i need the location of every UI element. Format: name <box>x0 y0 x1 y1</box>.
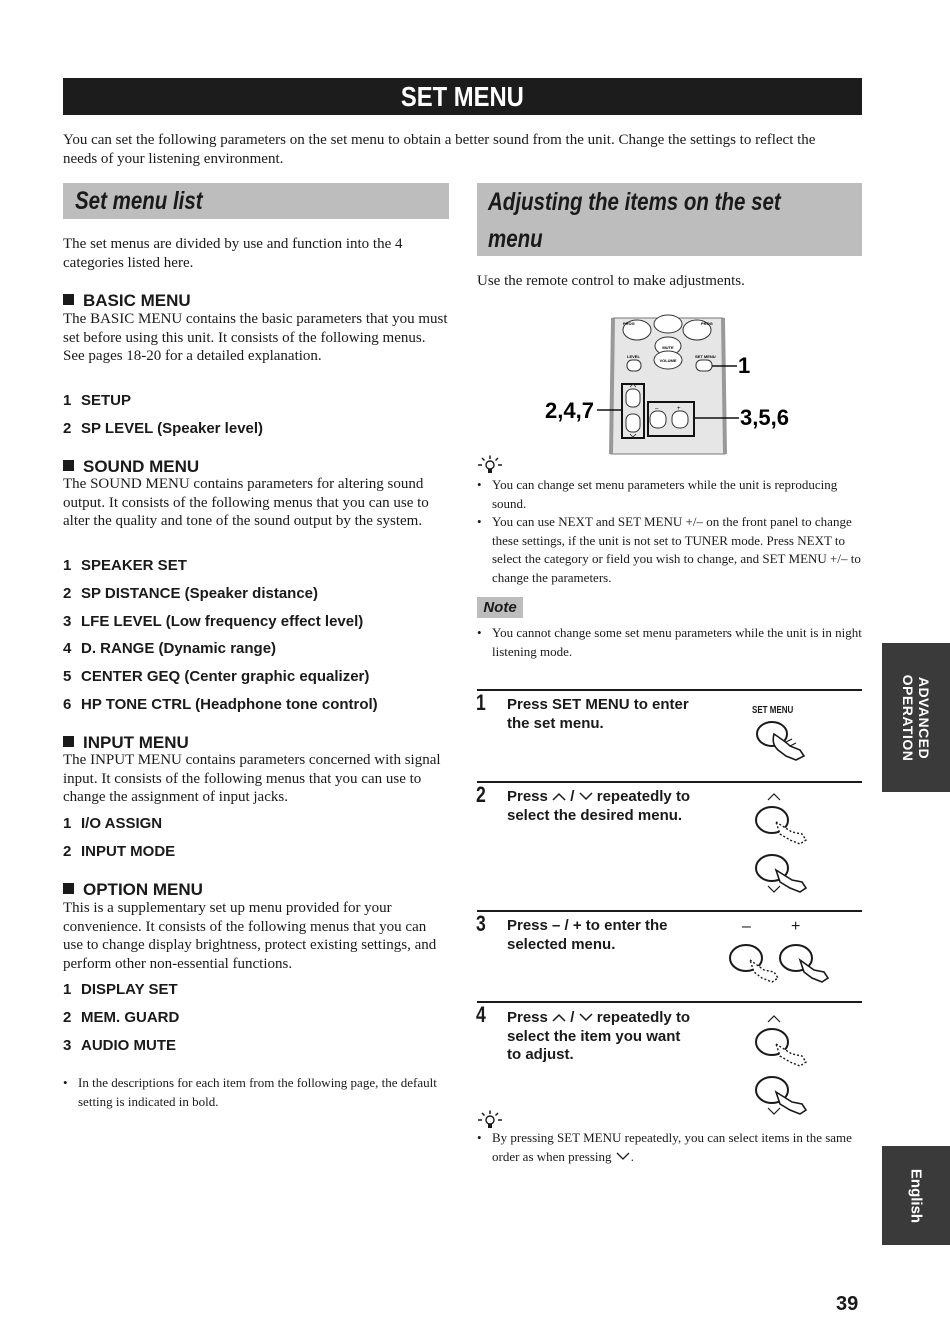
basic-menu-description: The BASIC MENU contains the basic parameters that you must set before using this unit. It consists of the following menus. See pages 18-20 for a detailed explanation. <box>63 311 448 364</box>
menu-item: 5 CENTER GEQ (Center graphic equalizer) <box>63 668 370 685</box>
left-intro: The set menus are divided by use and function into the 4 categories listed here. <box>63 236 403 271</box>
minus-plus-buttons-hand-icon <box>728 938 834 988</box>
svg-text:–: – <box>655 406 659 412</box>
option-menu-description: This is a supplementary set up menu provided for your convenience. It consists of the following menus that you can use to change display brightness, protect existing settings, and perform other non-essential functions. <box>63 900 437 972</box>
menu-item: 1 SPEAKER SET <box>63 557 187 574</box>
side-tab-english: English <box>882 1146 950 1245</box>
tip-item-bottom: • By pressing SET MENU repeatedly, you can select items in the same order as when pressing . <box>477 1129 862 1166</box>
input-menu-description: The INPUT MENU contains parameters concerned with signal input. It consists of the following menus that you can use to change the assignment of input jacks. <box>63 752 441 805</box>
step-number: 1 <box>476 690 486 715</box>
step-2-text: Press / repeatedly to select the desired menu. <box>507 788 691 824</box>
menu-item: 1 SETUP <box>63 392 132 409</box>
menu-item: 2 INPUT MODE <box>63 843 176 860</box>
page-title-banner <box>63 78 862 115</box>
menu-item: 3 AUDIO MUTE <box>63 1037 176 1054</box>
bullet-square-icon <box>63 736 74 747</box>
down-arrow-icon <box>579 1013 593 1022</box>
step-number: 4 <box>476 1002 486 1027</box>
page-number: 39 <box>836 1293 859 1315</box>
step-divider <box>477 910 862 912</box>
category-basic-menu: BASIC MENU <box>63 291 191 311</box>
sound-menu-description: The SOUND MENU contains parameters for altering sound output. It consists of the following menus that you can use to alter the quality and tone of the sound output by the system. <box>63 476 429 529</box>
page-title: SET MENU <box>401 81 524 112</box>
step-number: 3 <box>476 911 486 936</box>
category-input-menu: INPUT MENU <box>63 733 189 753</box>
setmenu-remote-label: SET MENU <box>695 354 716 359</box>
tip-item: • You can use NEXT and SET MENU +/– on the front panel to change these settings, if the unit is not set to TUNER mode. Press NEXT to select the category or field you wish to change, and SET MENU +/– to change the parameters. <box>477 513 862 587</box>
step-number: 2 <box>476 782 486 807</box>
category-option-menu: OPTION MENU <box>63 880 203 900</box>
menu-item: 1 I/O ASSIGN <box>63 815 163 832</box>
bullet-square-icon <box>63 294 74 305</box>
step-divider <box>477 1001 862 1003</box>
menu-item: 6 HP TONE CTRL (Headphone tone control) <box>63 696 378 713</box>
up-arrow-icon <box>552 1013 566 1022</box>
set-menu-button-label: SET MENU <box>752 705 794 716</box>
prog-label-right: PROG <box>701 321 713 326</box>
step-divider <box>477 781 862 783</box>
svg-text:+: + <box>677 406 681 412</box>
up-down-buttons-hand-icon <box>752 790 814 900</box>
menu-item: 1 DISPLAY SET <box>63 981 178 998</box>
bullet-square-icon <box>63 883 74 894</box>
menu-item: 2 SP DISTANCE (Speaker distance) <box>63 585 319 602</box>
bullet-square-icon <box>63 460 74 471</box>
plus-label: + <box>791 918 801 935</box>
down-arrow-icon <box>579 792 593 801</box>
remote-control-illustration <box>545 316 795 456</box>
lightbulb-tip-icon <box>477 1110 503 1130</box>
press-button-hand-icon <box>752 716 812 762</box>
prog-label-left: PROG <box>623 321 635 326</box>
footnote: • In the descriptions for each item from the following page, the default setting is indicated in bold. <box>63 1074 448 1111</box>
menu-item: 4 D. RANGE (Dynamic range) <box>63 640 277 657</box>
step-1-text: Press SET MENU to enter the set menu. <box>507 696 689 732</box>
minus-label: – <box>742 918 751 935</box>
tip-item: • You can change set menu parameters while the unit is reproducing sound. <box>477 476 862 513</box>
right-intro: Use the remote control to make adjustments. <box>477 273 745 289</box>
callout-247: 2,4,7 <box>545 398 594 423</box>
up-down-buttons-hand-icon <box>752 1012 814 1122</box>
down-arrow-icon <box>615 1151 631 1161</box>
volume-label: VOLUME <box>659 358 677 363</box>
mute-label: MUTE <box>662 345 674 350</box>
section-heading-set-menu-list: Set menu list <box>63 183 449 219</box>
level-label: LEVEL <box>627 354 640 359</box>
note-item: • You cannot change some set menu parameters while the unit is in night listening mode. <box>477 624 862 661</box>
step-divider <box>477 689 862 691</box>
step-3-text: Press – / + to enter the selected menu. <box>507 917 668 953</box>
section-heading-adjusting: Adjusting the items on the set menu <box>477 183 862 256</box>
callout-1: 1 <box>738 353 751 378</box>
callout-356: 3,5,6 <box>740 405 789 430</box>
up-arrow-icon <box>552 792 566 801</box>
step-4-text: Press / repeatedly to select the item you want to adjust. <box>507 1009 691 1063</box>
menu-item: 2 SP LEVEL (Speaker level) <box>63 420 264 437</box>
lightbulb-tip-icon <box>477 455 503 475</box>
side-tab-advanced-operation: ADVANCED OPERATION <box>882 643 950 792</box>
menu-item: 3 LFE LEVEL (Low frequency effect level) <box>63 613 364 630</box>
note-label: Note <box>477 597 523 618</box>
menu-item: 2 MEM. GUARD <box>63 1009 180 1026</box>
intro-paragraph: You can set the following parameters on the set menu to obtain a better sound from the unit. Change the settings to reflect the needs of your listening environment. <box>63 132 816 167</box>
category-sound-menu: SOUND MENU <box>63 457 199 477</box>
